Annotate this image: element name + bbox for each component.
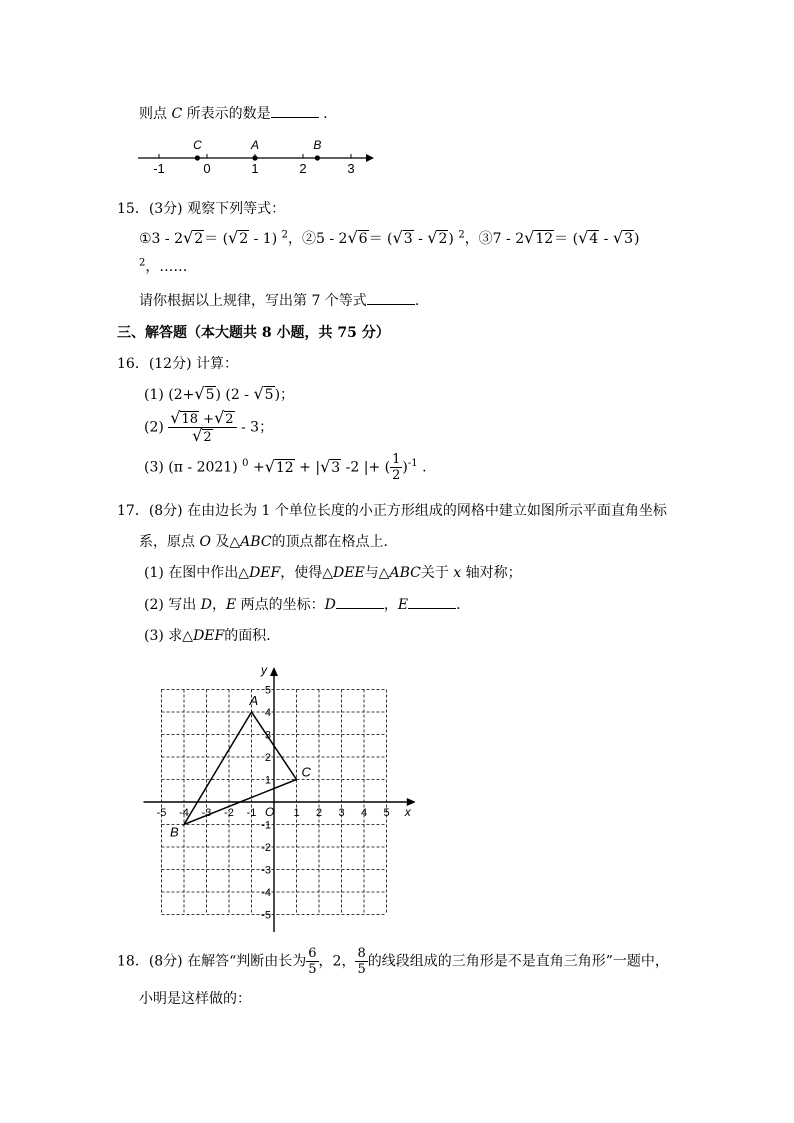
q17-heading-line2: 系，原点 O 及△ABC的顶点都在格点上． bbox=[139, 534, 398, 550]
sqrt: √2 bbox=[183, 228, 204, 247]
q18-line2: 小明是这样做的： bbox=[139, 991, 251, 1007]
y-axis-label: y bbox=[261, 663, 267, 677]
point-label: A bbox=[250, 138, 260, 152]
q16-part2: (2) $\frac{√18 +√2}{√2}$ - 3； bbox=[144, 408, 274, 445]
sqrt: √12 bbox=[264, 456, 294, 476]
answer-blank[interactable] bbox=[271, 105, 319, 118]
answer-blank[interactable] bbox=[367, 292, 415, 305]
tick-label: 1 bbox=[251, 161, 259, 176]
q17-heading: 17．(8分) 在由边长为 1 个单位长度的小正方形组成的网格中建立如图所示平面直角坐标 bbox=[117, 503, 667, 519]
q18-heading: 18．(8分) 在解答“判断由长为 $\frac{6}{5}$ ，2， $\frac{8}{5}$ 的线段组成的三角形是不是直角三角形”一题中， bbox=[117, 946, 669, 977]
sqrt: √4 bbox=[578, 228, 599, 247]
point-B bbox=[315, 155, 320, 160]
fraction: $\frac{1}{2}$ bbox=[392, 452, 401, 483]
point-label: C bbox=[193, 138, 202, 152]
y-axis-arrow bbox=[270, 667, 278, 676]
x-tick-label: 4 bbox=[360, 807, 368, 819]
q15-heading: 15．(3分) 观察下列等式： bbox=[117, 201, 286, 217]
tick-label: -1 bbox=[153, 161, 165, 176]
vertex-label-C: C bbox=[301, 764, 311, 780]
x-tick-label: -1 bbox=[246, 807, 257, 819]
q15-task: 请你根据以上规律，写出第 7 个等式 . bbox=[139, 293, 420, 309]
section-title: 三、解答题（本大题共 8 小题，共 75 分） bbox=[117, 325, 390, 341]
number-line bbox=[130, 132, 380, 182]
y-tick-label: 5 bbox=[264, 684, 271, 697]
q16-part1: (1) (2+√5) (2 - √5)； bbox=[144, 384, 295, 403]
tick-label: 0 bbox=[203, 161, 211, 176]
x-tick-label: -2 bbox=[224, 807, 234, 819]
q14-answer-line: 则点 C 所表示的数是 . bbox=[139, 106, 328, 122]
q15-continuation: $^2$，…… bbox=[139, 257, 188, 275]
coordinate-grid bbox=[135, 652, 415, 932]
sqrt: √5 bbox=[253, 384, 274, 403]
sqrt: √3 bbox=[320, 456, 341, 476]
answer-blank-e[interactable] bbox=[408, 596, 456, 609]
x-tick-label: -4 bbox=[179, 807, 189, 819]
q17-part3: (3) 求△DEF的面积． bbox=[144, 628, 281, 644]
x-axis-label: x bbox=[404, 805, 411, 819]
point-A bbox=[252, 155, 257, 160]
fraction: $\frac{8}{5}$ bbox=[357, 946, 366, 977]
x-tick-label: -3 bbox=[201, 807, 212, 819]
sqrt: √3 bbox=[612, 228, 633, 247]
sqrt: √6 bbox=[347, 228, 368, 247]
fraction: $\frac{6}{5}$ bbox=[308, 946, 317, 977]
y-tick-label: -1 bbox=[261, 819, 271, 832]
sqrt: √5 bbox=[194, 384, 215, 403]
vertex-label-B: B bbox=[170, 824, 179, 840]
sqrt: √3 bbox=[392, 228, 413, 247]
y-tick-label: -4 bbox=[261, 887, 271, 899]
x-tick-label: 2 bbox=[315, 807, 323, 819]
fraction: $\frac{√18 +√2}{√2}$ bbox=[168, 410, 236, 445]
q17-part1: (1) 在图中作出△DEF，使得△DEE与△ABC关于 x 轴对称； bbox=[144, 565, 522, 581]
number-line-arrow bbox=[366, 154, 374, 162]
sqrt: √2 bbox=[228, 228, 249, 247]
y-tick-label: -2 bbox=[261, 842, 271, 854]
y-tick-label: -5 bbox=[261, 909, 271, 922]
q15-equations: ①3 - 2√2＝ (√2 - 1) $^2$，②5 - 2√6＝ (√3 - √2) $^2$，③7 - 2√12＝ (√4 - √3) bbox=[139, 228, 640, 247]
x-tick-label: 3 bbox=[338, 807, 345, 819]
origin-label: O bbox=[265, 805, 275, 819]
point-label: B bbox=[313, 138, 322, 152]
tick-label: 3 bbox=[347, 161, 355, 176]
q16-heading: 16．(12分) 计算： bbox=[117, 356, 239, 372]
point-C bbox=[195, 155, 200, 160]
x-tick-label: 1 bbox=[293, 807, 300, 819]
sqrt: √2 bbox=[427, 228, 448, 247]
q16-part3: (3) (π - 2021) $^0$ +√12 + |√3 -2 |+ ( $\frac{1}{2}$ )$^{-1}$ . bbox=[144, 452, 427, 483]
tick-label: 2 bbox=[299, 161, 307, 176]
y-tick-label: 3 bbox=[264, 729, 271, 742]
y-tick-label: 1 bbox=[264, 774, 271, 787]
answer-blank-d[interactable] bbox=[336, 596, 384, 609]
vertex-label-A: A bbox=[249, 693, 259, 708]
y-tick-label: -3 bbox=[261, 864, 271, 877]
y-tick-label: 2 bbox=[264, 752, 271, 764]
x-tick-label: 5 bbox=[383, 807, 390, 819]
y-tick-label: 4 bbox=[264, 707, 271, 719]
q17-part2: (2) 写出 D，E 两点的坐标：D ，E . bbox=[144, 597, 461, 613]
x-tick-label: -5 bbox=[156, 807, 167, 819]
sqrt: √12 bbox=[524, 228, 554, 247]
